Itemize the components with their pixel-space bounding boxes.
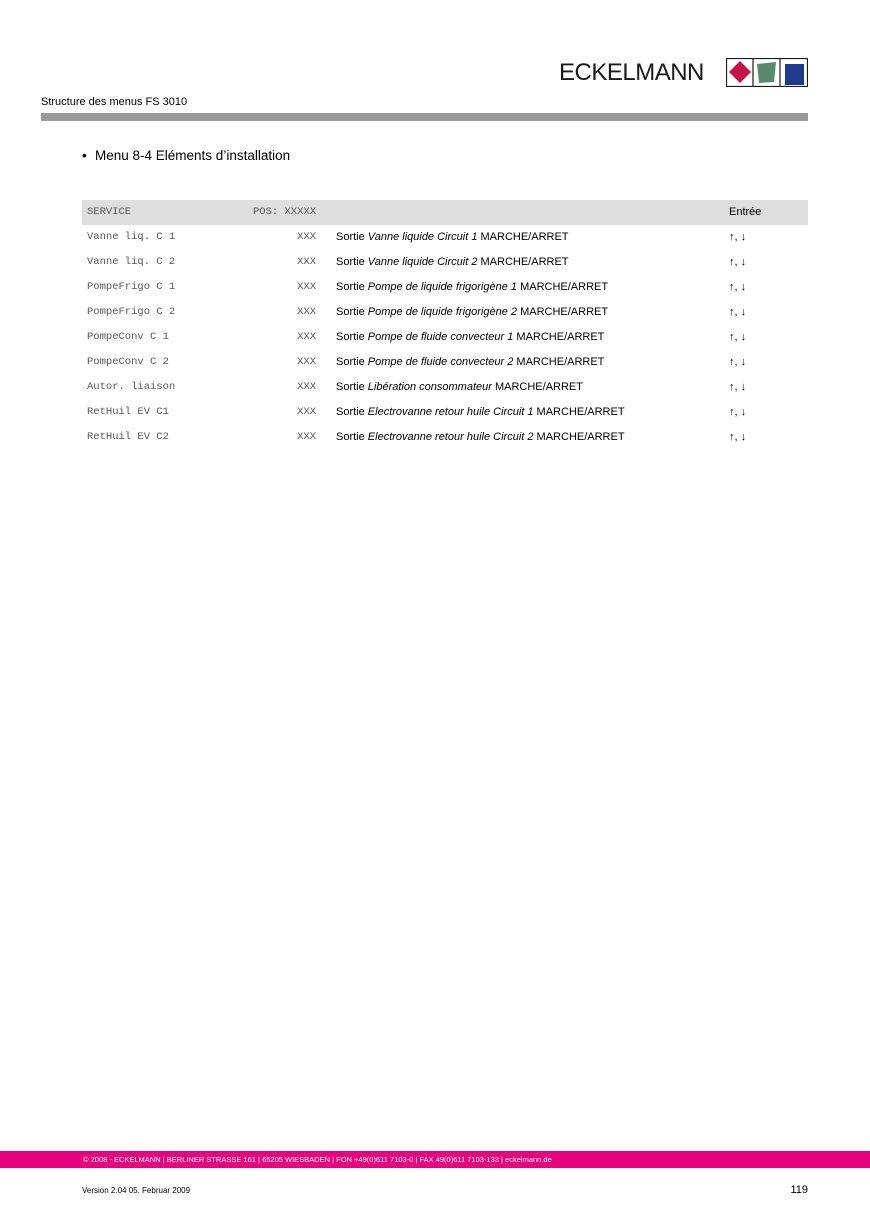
table-row [82, 425, 808, 450]
row-description [336, 425, 625, 450]
table-row [82, 375, 808, 400]
row-service-name: Vanne liq. C 2 [87, 256, 176, 268]
footer-contact-text: © 2008 - ECKELMANN | BERLINER STRASSE 161 | 65205 WIESBADEN | FON +49(0)611 7103-0 | FAX 49(0)611 7103-133 | eckelmann.de [83, 1155, 552, 1164]
desc-prefix: Sortie [336, 231, 368, 243]
desc-suffix: MARCHE/ARRET [513, 356, 605, 368]
row-entry-arrows: ↑, ↓ [729, 231, 747, 243]
table-row [82, 400, 808, 425]
header-entry: Entrée [729, 206, 762, 218]
row-value: XXX [297, 381, 316, 393]
desc-prefix: Sortie [336, 306, 368, 318]
row-service-name: RetHuil EV C1 [87, 406, 169, 418]
row-service-name: Vanne liq. C 1 [87, 231, 176, 243]
row-entry-arrows: ↑, ↓ [729, 331, 747, 343]
desc-prefix: Sortie [336, 256, 368, 268]
row-description [336, 325, 604, 350]
desc-suffix: MARCHE/ARRET [533, 406, 625, 418]
desc-suffix: MARCHE/ARRET [491, 381, 583, 393]
logo-squares-icon [726, 58, 808, 87]
desc-suffix: MARCHE/ARRET [517, 281, 609, 293]
row-service-name: RetHuil EV C2 [87, 431, 169, 443]
bullet-icon: • [82, 148, 87, 163]
row-value: XXX [297, 406, 316, 418]
row-service-name: PompeConv C 1 [87, 331, 169, 343]
desc-suffix: MARCHE/ARRET [517, 306, 609, 318]
row-description [336, 375, 583, 400]
desc-italic: Electrovanne retour huile Circuit 2 [367, 431, 534, 443]
row-entry-arrows: ↑, ↓ [729, 406, 747, 418]
row-description [336, 225, 569, 250]
desc-suffix: MARCHE/ARRET [477, 256, 569, 268]
header-service: SERVICE [87, 206, 132, 218]
menu-table [82, 200, 808, 450]
desc-italic: Pompe de liquide frigorigène 2 [367, 306, 518, 318]
table-row [82, 300, 808, 325]
section-heading [82, 148, 290, 164]
table-row [82, 325, 808, 350]
section-heading-text: Menu 8-4 Eléments d’installation [95, 148, 291, 163]
desc-suffix: MARCHE/ARRET [533, 431, 625, 443]
row-value: XXX [297, 431, 316, 443]
desc-italic: Vanne liquide Circuit 1 [367, 231, 478, 243]
desc-italic: Pompe de fluide convecteur 1 [367, 331, 514, 343]
desc-italic: Pompe de liquide frigorigène 1 [367, 281, 518, 293]
table-row [82, 225, 808, 250]
row-value: XXX [297, 281, 316, 293]
desc-prefix: Sortie [336, 431, 368, 443]
row-service-name: PompeConv C 2 [87, 356, 169, 368]
row-value: XXX [297, 331, 316, 343]
row-description [336, 250, 569, 275]
row-value: XXX [297, 356, 316, 368]
desc-prefix: Sortie [336, 406, 368, 418]
row-description [336, 275, 608, 300]
company-logo [559, 58, 704, 88]
header-position: POS: XXXXX [252, 206, 316, 218]
footer-band [0, 1151, 870, 1168]
table-header [82, 200, 808, 225]
row-value: XXX [297, 306, 316, 318]
row-value: XXX [297, 256, 316, 268]
row-entry-arrows: ↑, ↓ [729, 256, 747, 268]
row-service-name: Autor. liaison [87, 381, 176, 393]
desc-italic: Pompe de fluide convecteur 2 [367, 356, 514, 368]
desc-italic: Electrovanne retour huile Circuit 1 [367, 406, 534, 418]
desc-prefix: Sortie [336, 381, 368, 393]
desc-italic: Vanne liquide Circuit 2 [367, 256, 478, 268]
desc-suffix: MARCHE/ARRET [513, 331, 605, 343]
document-title: Structure des menus FS 3010 [41, 96, 188, 108]
version-date: Version 2.04 05. Februar 2009 [82, 1186, 191, 1195]
row-description [336, 350, 604, 375]
row-value: XXX [297, 231, 316, 243]
row-description [336, 400, 625, 425]
row-entry-arrows: ↑, ↓ [729, 306, 747, 318]
table-row [82, 250, 808, 275]
desc-suffix: MARCHE/ARRET [477, 231, 569, 243]
desc-prefix: Sortie [336, 331, 368, 343]
desc-italic: Libération consommateur [367, 381, 492, 393]
logo-wordmark: ECKELMANN [559, 59, 704, 86]
row-entry-arrows: ↑, ↓ [729, 381, 747, 393]
row-description [336, 300, 608, 325]
desc-prefix: Sortie [336, 356, 368, 368]
row-entry-arrows: ↑, ↓ [729, 281, 747, 293]
page-number: 119 [790, 1184, 808, 1196]
row-entry-arrows: ↑, ↓ [729, 431, 747, 443]
desc-prefix: Sortie [336, 281, 368, 293]
row-service-name: PompeFrigo C 1 [87, 281, 176, 293]
row-entry-arrows: ↑, ↓ [729, 356, 747, 368]
table-row [82, 350, 808, 375]
header-divider [41, 113, 808, 121]
row-service-name: PompeFrigo C 2 [87, 306, 176, 318]
table-row [82, 275, 808, 300]
